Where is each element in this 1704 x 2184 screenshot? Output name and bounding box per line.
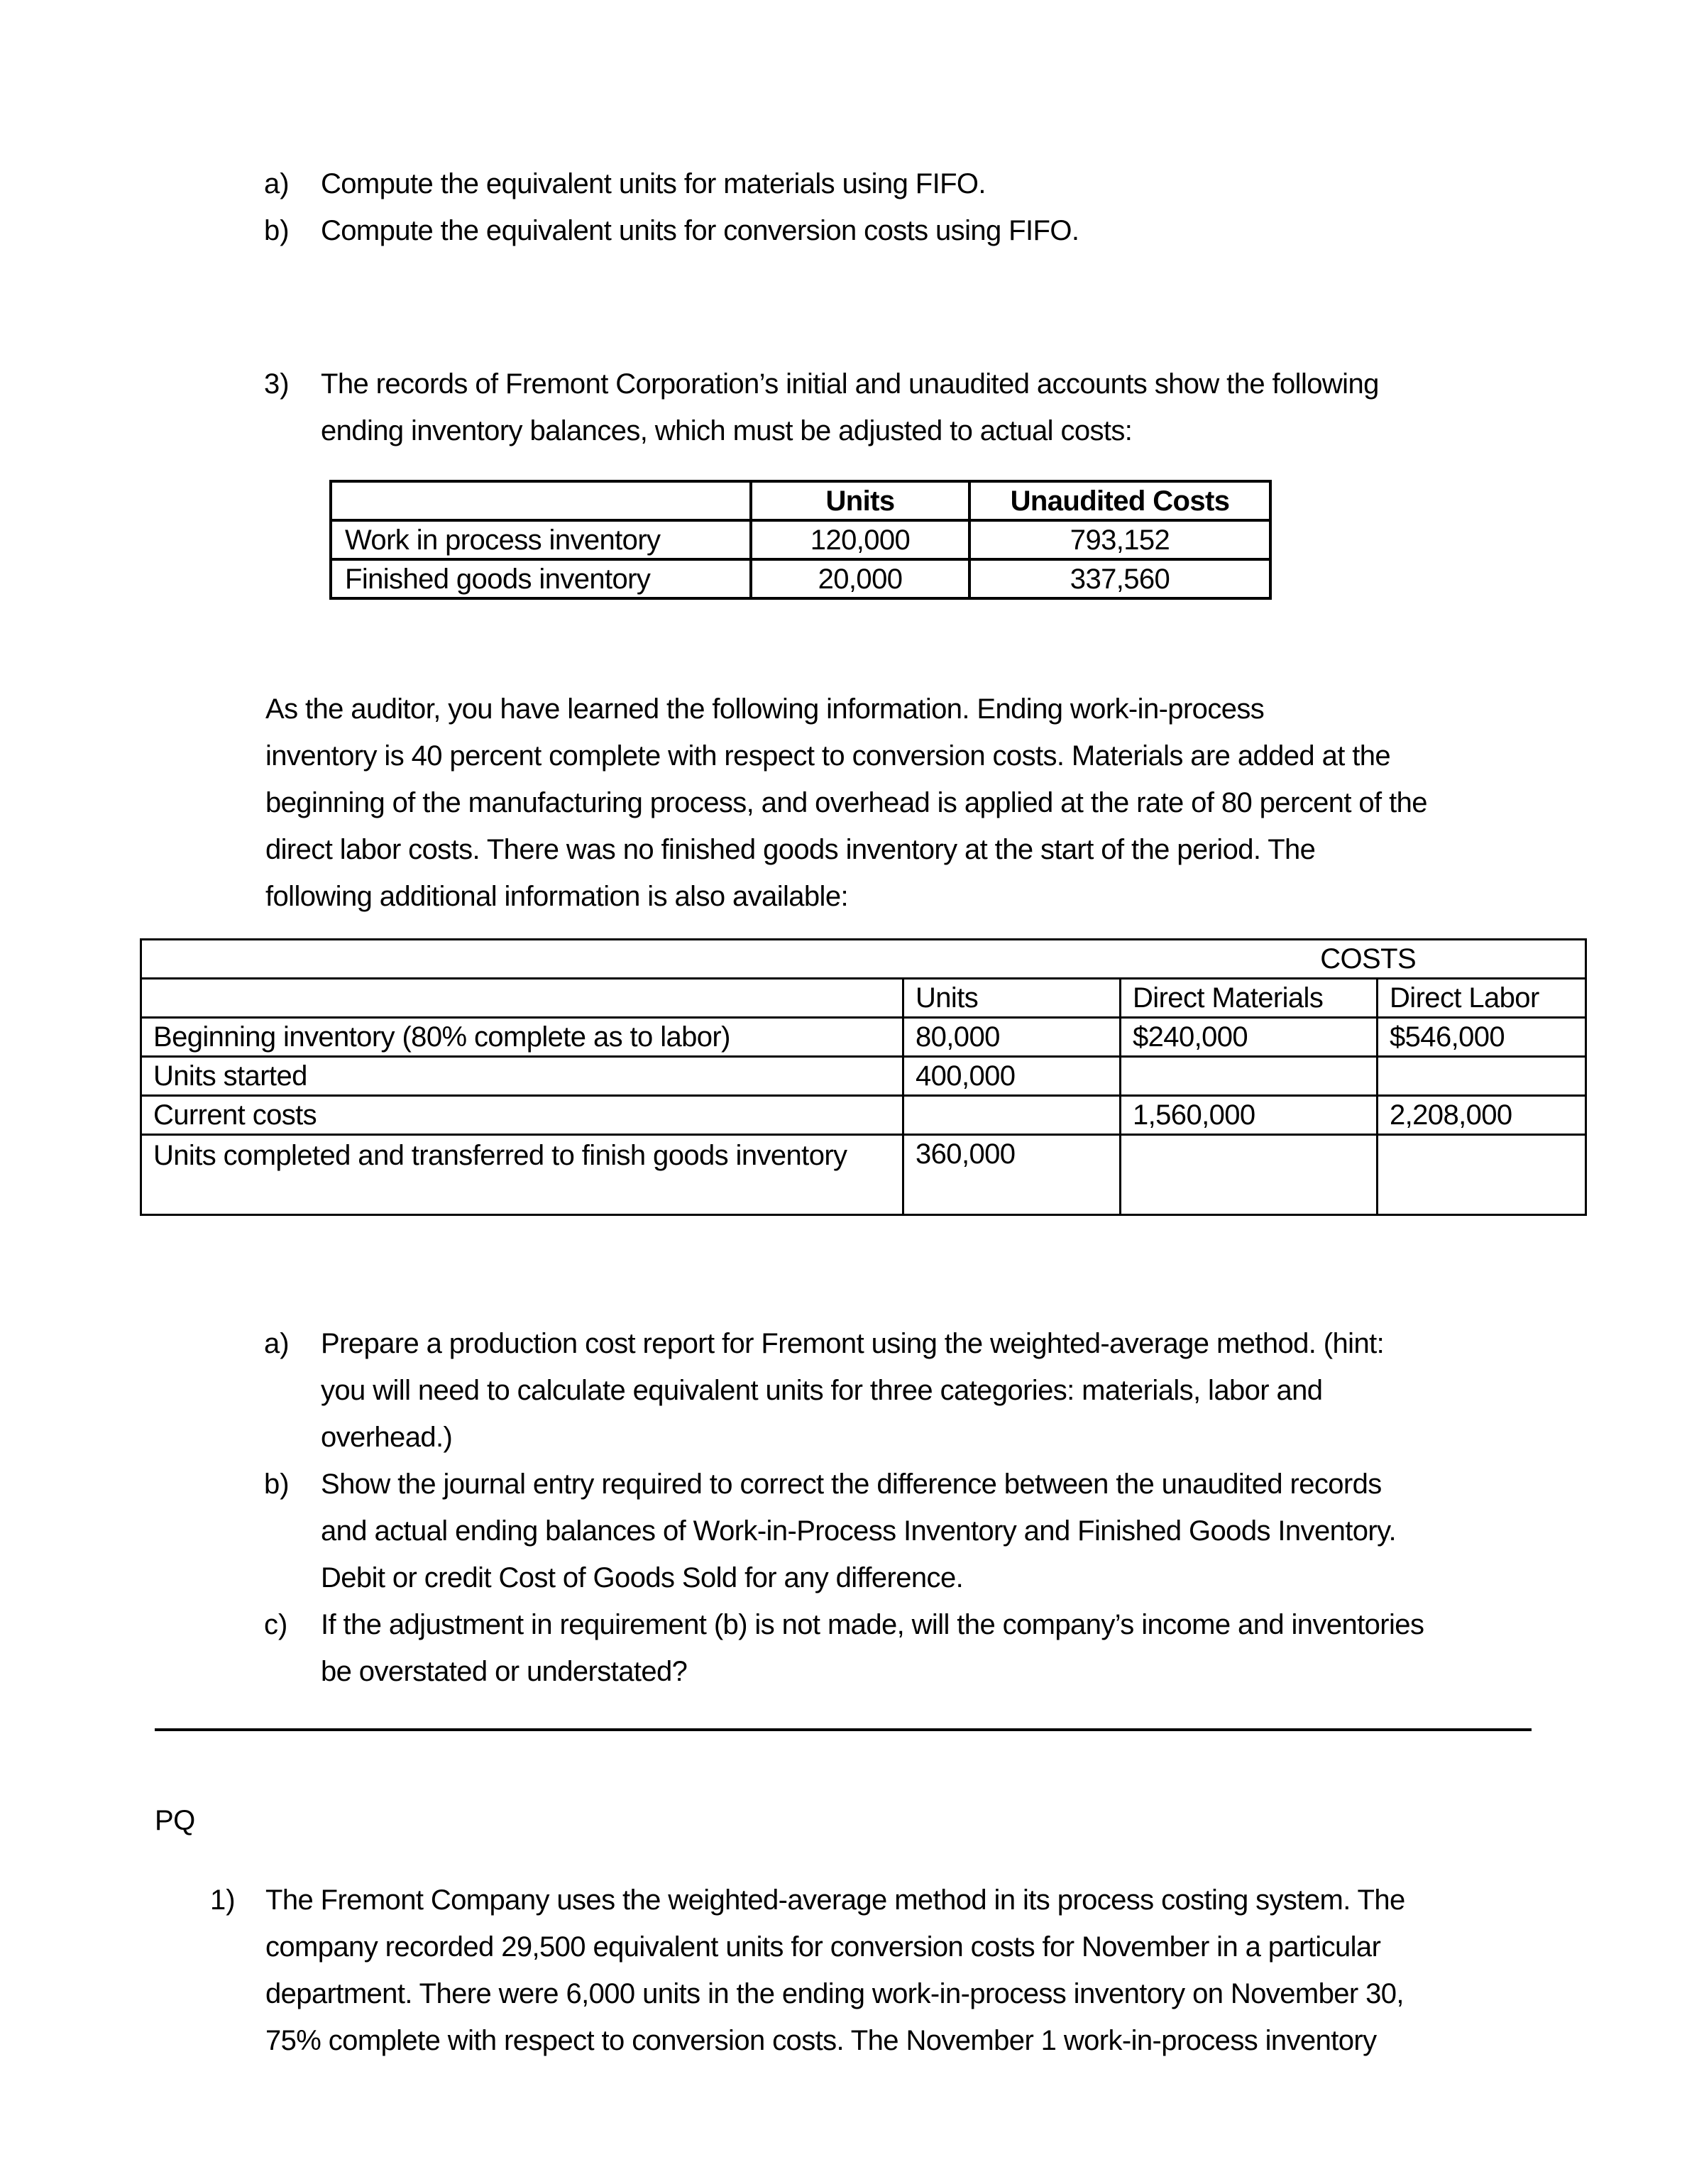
paragraph-line: As the auditor, you have learned the following information. Ending work-in-process (265, 693, 1265, 725)
paragraph-line: following additional information is also available: (265, 881, 849, 912)
paragraph-line: beginning of the manufacturing process, and overhead is applied at the rate of 80 percent of the (265, 787, 1427, 818)
table-row (141, 1135, 1586, 1215)
table-header-cell (331, 481, 751, 520)
materials-cell: $240,000 (1121, 1018, 1378, 1057)
row-label: Units completed and transferred to finish goods inventory (141, 1135, 903, 1215)
requirement-line: and actual ending balances of Work-in-Process Inventory and Finished Goods Inventory. (321, 1515, 1397, 1547)
list-marker: b) (264, 215, 290, 246)
requirement-line: overhead.) (321, 1422, 453, 1453)
problem-number: 3) (264, 368, 290, 400)
paragraph-line: inventory is 40 percent complete with respect to conversion costs. Materials are added at the (265, 740, 1391, 772)
table-header-row (331, 481, 1270, 520)
units-cell: 80,000 (903, 1018, 1121, 1057)
list-marker: a) (264, 1328, 290, 1359)
section-divider (155, 1728, 1532, 1731)
units-cell (903, 1096, 1121, 1135)
units-cell: 400,000 (903, 1057, 1121, 1096)
problem-number: 1) (210, 1884, 236, 1916)
list-marker: a) (264, 168, 290, 199)
materials-cell (1121, 1135, 1378, 1215)
row-label: Units started (141, 1057, 903, 1096)
table-header-cell: Unaudited Costs (969, 481, 1270, 520)
list-marker: b) (264, 1469, 290, 1500)
units-cell: 20,000 (751, 559, 969, 598)
table-header-cell (141, 979, 903, 1018)
paragraph-line: 75% complete with respect to conversion costs. The November 1 work-in-process inventory (265, 2025, 1377, 2056)
requirement-line: Prepare a production cost report for Fremont using the weighted-average method. (hint: (321, 1328, 1385, 1359)
group-header-row (141, 940, 1586, 979)
list-item-text: Compute the equivalent units for materials using FIFO. (321, 168, 986, 199)
section-label: PQ (155, 1805, 195, 1836)
paragraph-line: direct labor costs. There was no finished goods inventory at the start of the period. The (265, 834, 1316, 865)
labor-cell (1378, 1135, 1586, 1215)
row-label: Work in process inventory (331, 520, 751, 559)
labor-cell (1378, 1057, 1586, 1096)
table-row (141, 1018, 1586, 1057)
table-header-cell: Direct Labor (1378, 979, 1586, 1018)
labor-cell: $546,000 (1378, 1018, 1586, 1057)
units-cell: 360,000 (903, 1135, 1121, 1215)
requirement-line: be overstated or understated? (321, 1656, 688, 1687)
requirement-line: you will need to calculate equivalent units for three categories: materials, labor and (321, 1375, 1323, 1406)
materials-cell (1121, 1057, 1378, 1096)
costs-group-header: COSTS (141, 940, 1586, 979)
unaudited-inventory-table (329, 480, 1272, 600)
materials-cell: 1,560,000 (1121, 1096, 1378, 1135)
row-label: Beginning inventory (80% complete as to labor) (141, 1018, 903, 1057)
paragraph-line: department. There were 6,000 units in the ending work-in-process inventory on November 30, (265, 1978, 1404, 2009)
table-header-cell: Direct Materials (1121, 979, 1378, 1018)
table-row (141, 1057, 1586, 1096)
requirement-line: Show the journal entry required to correct the difference between the unaudited records (321, 1469, 1382, 1500)
requirement-line: Debit or credit Cost of Goods Sold for any difference. (321, 1562, 964, 1593)
units-cell: 120,000 (751, 520, 969, 559)
paragraph-line: The Fremont Company uses the weighted-average method in its process costing system. The (265, 1884, 1405, 1916)
list-item-text: Compute the equivalent units for conversion costs using FIFO. (321, 215, 1079, 246)
table-row (331, 520, 1270, 559)
paragraph-line: The records of Fremont Corporation’s initial and unaudited accounts show the following (321, 368, 1379, 400)
row-label: Current costs (141, 1096, 903, 1135)
table-row (331, 559, 1270, 598)
labor-cell: 2,208,000 (1378, 1096, 1586, 1135)
paragraph-line: ending inventory balances, which must be adjusted to actual costs: (321, 415, 1133, 446)
cost-cell: 793,152 (969, 520, 1270, 559)
list-marker: c) (264, 1609, 288, 1640)
table-row (141, 1096, 1586, 1135)
table-header-cell: Units (903, 979, 1121, 1018)
requirement-line: If the adjustment in requirement (b) is not made, will the company’s income and inventories (321, 1609, 1424, 1640)
paragraph-line: company recorded 29,500 equivalent units for conversion costs for November in a particular (265, 1931, 1381, 1963)
additional-cost-table (140, 938, 1587, 1216)
table-header-cell: Units (751, 481, 969, 520)
table-header-row (141, 979, 1586, 1018)
row-label: Finished goods inventory (331, 559, 751, 598)
cost-cell: 337,560 (969, 559, 1270, 598)
